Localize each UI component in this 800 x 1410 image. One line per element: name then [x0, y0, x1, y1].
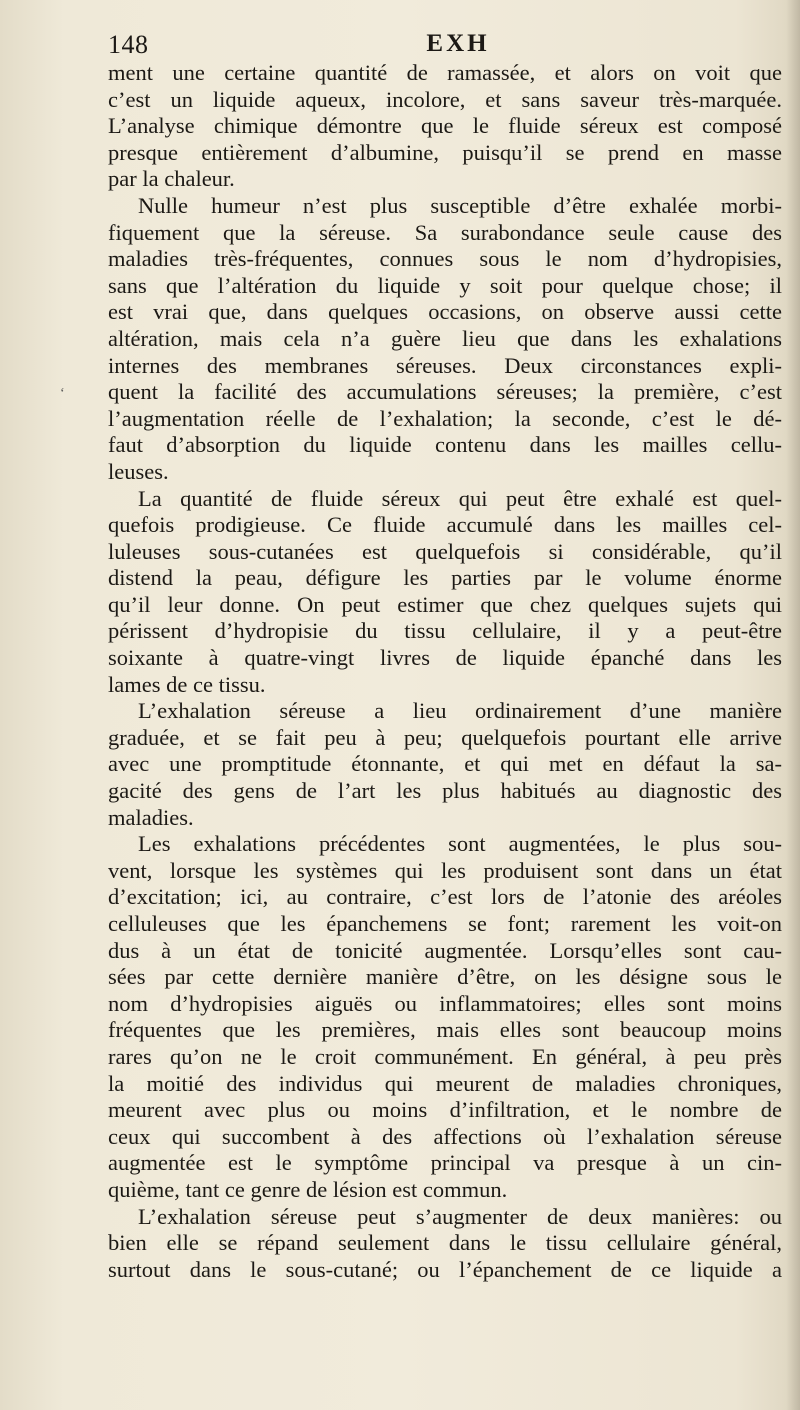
text-line: L’exhalation séreuse a lieu ordinairement d’une manière	[138, 698, 782, 724]
text-line: luleuses sous-cutanées est quelquefois si considérable, qu’il	[108, 538, 782, 564]
text-line: gacité des gens de l’art les plus habitués au diagnostic des	[108, 778, 782, 804]
page-number: 148	[108, 30, 149, 59]
text-line: altération, mais cela n’a guère lieu que dans les exhalations	[108, 325, 782, 351]
text-line: rares qu’on ne le croit communément. En général, à peu près	[108, 1043, 782, 1069]
text-line: ment une certaine quantité de ramassée, et alors on voit que	[108, 60, 782, 85]
text-line: distend la peau, défigure les parties par le volume énorme	[108, 565, 782, 591]
text-line: Nulle humeur n’est plus susceptible d’être exhalée morbi-	[138, 192, 782, 218]
text-line: L’exhalation séreuse peut s’augmenter de deux manières: ou	[138, 1203, 782, 1229]
text-line: graduée, et se fait peu à peu; quelquefois pourtant elle arrive	[108, 724, 782, 750]
text-line: par la chaleur.	[108, 166, 235, 192]
text-line: fréquentes que les premières, mais elles sont beaucoup moins	[108, 1017, 782, 1043]
running-head: EXH	[426, 30, 490, 57]
text-line: meurent avec plus ou moins d’infiltration, et le nombre de	[108, 1097, 782, 1123]
text-line: ceux qui succombent à des affections où l’exhalation séreuse	[108, 1123, 782, 1149]
text-line: la moitié des individus qui meurent de maladies chroniques,	[108, 1070, 782, 1096]
text-line: nom d’hydropisies aiguës ou inflammatoires; elles sont moins	[108, 990, 782, 1016]
text-line: L’analyse chimique démontre que le fluide séreux est composé	[108, 113, 782, 139]
text-line: internes des membranes séreuses. Deux circonstances expli-	[108, 352, 782, 378]
text-line: quent la facilité des accumulations séreuses; la première, c’est	[108, 379, 782, 405]
text-line: soixante à quatre-vingt livres de liquide épanché dans les	[108, 645, 782, 671]
text-line: quefois prodigieuse. Ce fluide accumulé dans les mailles cel-	[108, 512, 782, 538]
text-line: fiquement que la séreuse. Sa surabondance seule cause des	[108, 219, 782, 245]
text-line: dus à un état de tonicité augmentée. Lorsqu’elles sont cau-	[108, 937, 782, 963]
text-line: leuses.	[108, 458, 169, 484]
text-line: maladies très-fréquentes, connues sous le nom d’hydropisies,	[108, 246, 782, 272]
text-line: augmentée est le symptôme principal va presque à un cin-	[108, 1150, 782, 1176]
text-line: l’augmentation réelle de l’exhalation; la seconde, c’est le dé-	[108, 405, 782, 431]
body-text	[108, 60, 782, 1283]
text-line: lames de ce tissu.	[108, 671, 266, 697]
page-header	[108, 30, 778, 64]
text-line: maladies.	[108, 804, 194, 830]
text-line: d’excitation; ici, au contraire, c’est lors de l’atonie des aréoles	[108, 884, 782, 910]
text-line: surtout dans le sous-cutané; ou l’épanchement de ce liquide a	[108, 1256, 782, 1282]
margin-mark: ‘	[60, 386, 65, 401]
text-line: Les exhalations précédentes sont augmentées, le plus sou-	[138, 831, 782, 857]
text-line: sées par cette dernière manière d’être, on les désigne sous le	[108, 964, 782, 990]
page-edge-shadow	[786, 0, 800, 1410]
text-line: c’est un liquide aqueux, incolore, et sans saveur très-marquée.	[108, 86, 782, 112]
text-line: sans que l’altération du liquide y soit pour quelque chose; il	[108, 272, 782, 298]
text-line: qu’il leur donne. On peut estimer que chez quelques sujets qui	[108, 591, 782, 617]
text-line: vent, lorsque les systèmes qui les produisent sont dans un état	[108, 857, 782, 883]
text-line: est vrai que, dans quelques occasions, on observe aussi cette	[108, 299, 782, 325]
text-line: avec une promptitude étonnante, et qui met en défaut la sa-	[108, 751, 782, 777]
text-line: La quantité de fluide séreux qui peut être exhalé est quel-	[138, 485, 782, 511]
text-line: celluleuses que les épanchemens se font; rarement les voit-on	[108, 911, 782, 936]
text-line: faut d’absorption du liquide contenu dans les mailles cellu-	[108, 432, 782, 458]
text-line: bien elle se répand seulement dans le tissu cellulaire général,	[108, 1230, 782, 1256]
text-line: quième, tant ce genre de lésion est commun.	[108, 1176, 508, 1202]
text-line: périssent d’hydropisie du tissu cellulaire, il y a peut-être	[108, 618, 782, 644]
text-line: presque entièrement d’albumine, puisqu’il se prend en masse	[108, 139, 782, 165]
